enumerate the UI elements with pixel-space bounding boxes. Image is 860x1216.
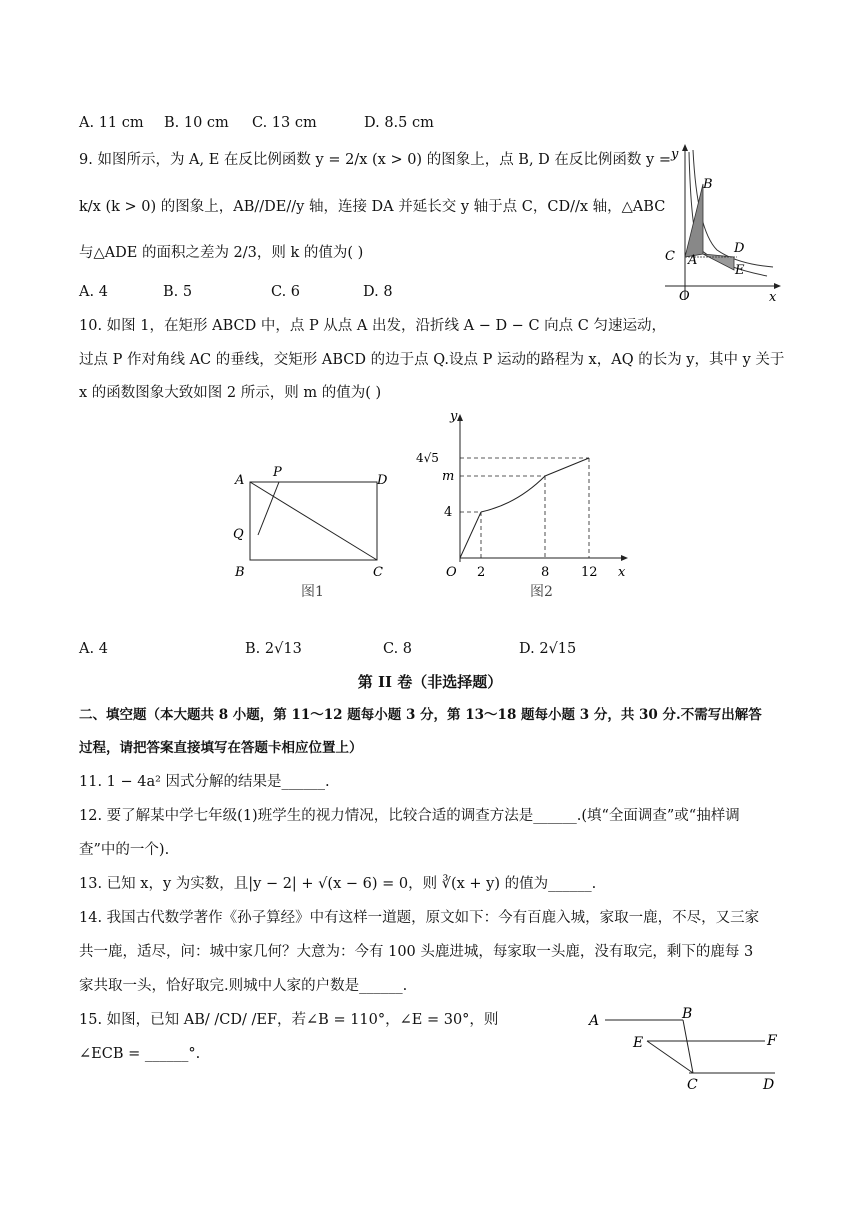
fig2-graph-segment-1: [460, 512, 481, 558]
q9-y-arrow: [682, 144, 688, 151]
q11-text: 11. 1 − 4a² 因式分解的结果是______.: [79, 774, 330, 790]
q9-option-b: B. 5: [163, 284, 193, 300]
fig2-tick-12: 12: [581, 565, 598, 580]
q12-line-1: 12. 要了解某中学七年级(1)班学生的视力情况，比较合适的调查方法是______.(填“全面调查”或“抽样调: [79, 808, 740, 824]
fig1-label-d: D: [377, 473, 388, 488]
q14-line-1: 14. 我国古代数学著作《孙子算经》中有这样一道题，原文如下：今有百鹿入城，家取一鹿，不尽，又三家: [79, 910, 760, 926]
q10-option-a: A. 4: [79, 641, 108, 657]
q9-line-2: k/x (k > 0) 的图象上，AB//DE//y 轴，连接 DA 并延长交 y 轴于点 C，CD//x 轴，△ABC: [79, 199, 666, 215]
q9-label-a: A: [688, 253, 698, 268]
q8-option-d: D. 8.5 cm: [364, 115, 434, 131]
q8-option-a: A. 11 cm: [79, 115, 144, 131]
q10-line-1: 10. 如图 1，在矩形 ABCD 中，点 P 从点 A 出发，沿折线 A − D − C 向点 C 匀速运动，: [79, 318, 666, 334]
q10-figure-2: [412, 404, 637, 604]
q9-label-e: E: [735, 263, 745, 278]
q13-text: 13. 已知 x，y 为实数，且|y − 2| + √(x − 6) = 0，则 ∛(x + y) 的值为______.: [79, 876, 597, 892]
fig1-segment-pq: [258, 482, 279, 535]
fig1-caption: 图1: [301, 584, 324, 600]
q9-triangle-ade: [703, 254, 734, 270]
fig1-label-q: Q: [233, 527, 244, 542]
q9-label-c: C: [665, 249, 675, 264]
q9-line-3: 与△ADE 的面积之差为 2/3，则 k 的值为( ): [79, 245, 364, 261]
q15-label-e: E: [633, 1035, 644, 1051]
q10-line-2: 过点 P 作对角线 AC 的垂线，交矩形 ABCD 的边于点 Q.设点 P 运动的路程为 x，AQ 的长为 y，其中 y 关于: [79, 352, 785, 368]
q9-x-arrow: [774, 283, 781, 289]
q8-option-b: B. 10 cm: [164, 115, 229, 131]
q15-line-2: ∠ECB = ______°.: [79, 1046, 201, 1062]
q9-option-d: D. 8: [363, 284, 393, 300]
fig1-label-p: P: [273, 465, 282, 480]
q9-label-x: x: [769, 290, 777, 305]
q9-figure: [655, 140, 785, 305]
fig1-diagonal-ac: [250, 482, 377, 560]
q10-option-c: C. 8: [383, 641, 413, 657]
q9-triangle-abc: [685, 184, 703, 257]
q10-option-d: D. 2√15: [519, 641, 577, 657]
fig1-label-b: B: [235, 565, 245, 580]
fig2-label-x: x: [618, 565, 626, 580]
q9-option-a: A. 4: [79, 284, 108, 300]
fig2-graph-segment-3: [545, 458, 589, 476]
section2-intro-2: 过程，请把答案直接填写在答题卡相应位置上）: [79, 740, 363, 756]
fig2-x-arrow: [621, 555, 628, 561]
q15-line-1: 15. 如图，已知 AB/ /CD/ /EF，若∠B = 110°，∠E = 30°，则: [79, 1012, 499, 1028]
q15-label-f: F: [767, 1033, 777, 1049]
q8-option-c: C. 13 cm: [252, 115, 317, 131]
q15-label-c: C: [687, 1077, 698, 1093]
fig2-label-y-top: 4√5: [416, 451, 439, 465]
fig1-label-a: A: [235, 473, 245, 488]
section2-title: 第 II 卷（非选择题）: [357, 673, 503, 691]
q15-label-a: A: [589, 1013, 600, 1029]
fig2-label-y: y: [450, 409, 458, 424]
q9-line-1: 9. 如图所示，为 A, E 在反比例函数 y = 2/x (x > 0) 的图象上，点 B, D 在反比例函数 y =: [79, 152, 671, 168]
q15-label-b: B: [682, 1006, 693, 1022]
fig2-graph-curve: [481, 476, 545, 512]
q15-line-ec: [647, 1041, 693, 1073]
section2-intro-1: 二、填空题（本大题共 8 小题，第 11～12 题每小题 3 分，第 13～18 题每小题 3 分，共 30 分.不需写出解答: [79, 707, 762, 723]
fig2-label-y-m: m: [442, 469, 455, 484]
q15-figure: [585, 1005, 785, 1093]
fig1-label-c: C: [373, 565, 383, 580]
q15-line-bc: [683, 1020, 693, 1073]
fig2-tick-2: 2: [477, 565, 486, 580]
fig2-caption: 图2: [530, 584, 553, 600]
q10-option-b: B. 2√13: [245, 641, 302, 657]
fig2-label-y-4: 4: [444, 505, 453, 520]
q9-label-y: y: [671, 147, 679, 162]
q9-label-b: B: [703, 177, 713, 192]
q14-line-2: 共一鹿，适尽，问：城中家几何？大意为：今有 100 头鹿进城，每家取一头鹿，没有取完，剩下的鹿每 3: [79, 944, 754, 960]
q10-line-3: x 的函数图象大致如图 2 所示，则 m 的值为( ): [79, 385, 382, 401]
fig2-tick-8: 8: [541, 565, 550, 580]
fig2-label-o: O: [446, 565, 457, 580]
q9-label-o: O: [679, 289, 690, 304]
q9-curve-k: [693, 150, 773, 267]
fig2-y-arrow: [457, 414, 463, 421]
q9-label-d: D: [734, 241, 745, 256]
q15-label-d: D: [763, 1077, 775, 1093]
q14-line-3: 家共取一头，恰好取完.则城中人家的户数是______.: [79, 978, 408, 994]
q10-figure-1: [225, 460, 405, 610]
q12-line-2: 查”中的一个).: [79, 842, 170, 858]
q9-option-c: C. 6: [271, 284, 301, 300]
